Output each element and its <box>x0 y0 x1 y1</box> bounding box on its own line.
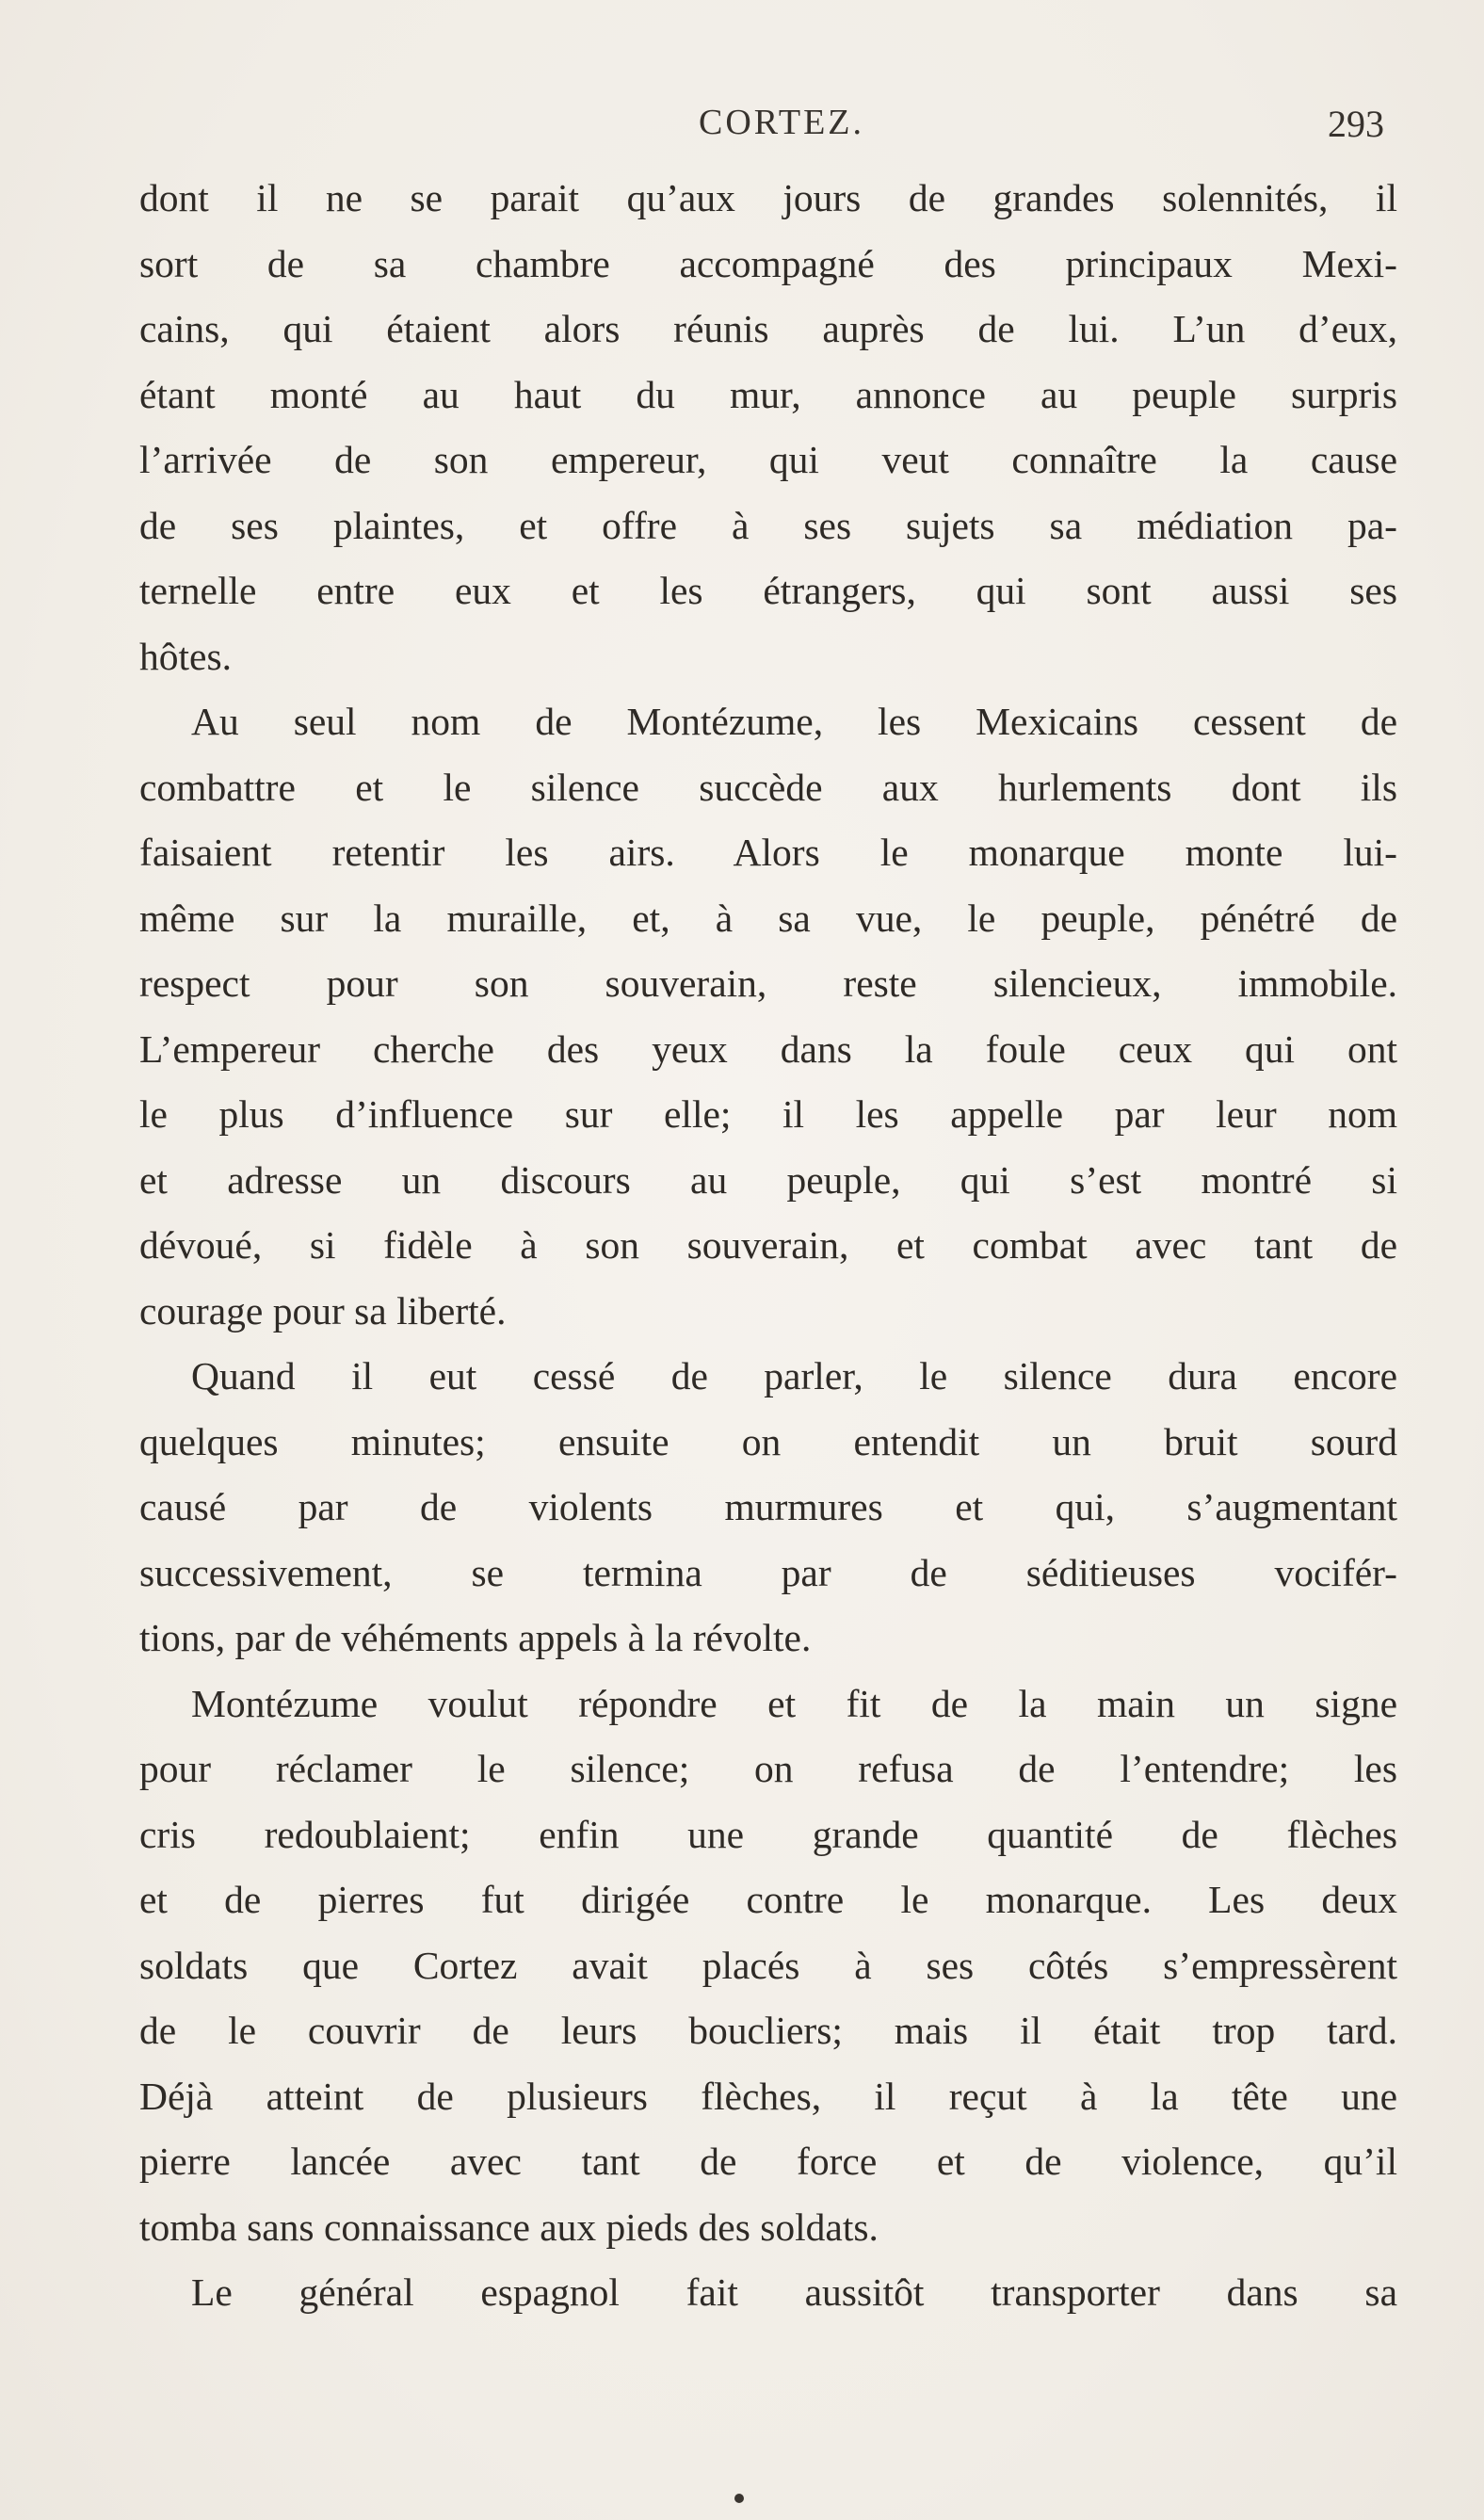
text-line: Quand il eut cessé de parler, le silence dura encore <box>191 1354 1397 1397</box>
text-line: faisaient retentir les airs. Alors le monarque monte lui- <box>139 831 1397 874</box>
text-line: courage pour sa liberté. <box>139 1288 507 1333</box>
text-line: L’empereur cherche des yeux dans la foule ceux qui ont <box>139 1026 1397 1071</box>
text-line: de ses plaintes, et offre à ses sujets sa médiation pa- <box>139 503 1397 547</box>
text-line: pour réclamer le silence; on refusa de l’entendre; les <box>139 1747 1397 1790</box>
text-line: combattre et le silence succède aux hurlements dont ils <box>139 765 1397 809</box>
paragraph <box>139 2260 1397 2326</box>
text-line: Montézume voulut répondre et fit de la main un signe <box>191 1681 1397 1725</box>
printer-mark <box>734 2494 744 2503</box>
text-line: successivement, se termina par de séditieuses vocifér- <box>139 1550 1397 1594</box>
page-header <box>132 102 1394 154</box>
text-line: cris redoublaient; enfin une grande quantité de flèches <box>139 1812 1397 1856</box>
text-line: pierre lancée avec tant de force et de violence, qu’il <box>139 2140 1397 2183</box>
text-line: ternelle entre eux et les étrangers, qui sont aussi ses <box>139 569 1397 612</box>
text-line: cains, qui étaient alors réunis auprès de lui. L’un d’eux, <box>139 307 1397 350</box>
text-line: Déjà atteint de plusieurs flèches, il reçut à la tête une <box>139 2074 1397 2118</box>
text-line: dévoué, si fidèle à son souverain, et combat avec tant de <box>139 1223 1397 1267</box>
text-line: respect pour son souverain, reste silencieux, immobile. <box>139 961 1397 1005</box>
text-line: soldats que Cortez avait placés à ses côtés s’empressèrent <box>139 1943 1397 1987</box>
text-line: Le général espagnol fait aussitôt transporter dans sa <box>191 2270 1397 2314</box>
body-text <box>139 166 1397 2326</box>
page-number: 293 <box>1328 103 1384 145</box>
text-line: et de pierres fut dirigée contre le monarque. Les deux <box>139 1878 1397 1921</box>
text-line: sort de sa chambre accompagné des principaux Mexi- <box>139 241 1397 285</box>
paragraph <box>139 1344 1397 1672</box>
text-line: le plus d’influence sur elle; il les appelle par leur nom <box>139 1092 1397 1136</box>
text-line: même sur la muraille, et, à sa vue, le peuple, pénétré de <box>139 896 1397 940</box>
paragraph <box>139 1672 1397 2261</box>
text-line: et adresse un discours au peuple, qui s’est montré si <box>139 1157 1397 1202</box>
text-line: tomba sans connaissance aux pieds des soldats. <box>139 2205 879 2249</box>
paragraph <box>139 689 1397 1344</box>
text-line: hôtes. <box>139 634 232 678</box>
text-line: l’arrivée de son empereur, qui veut connaître la cause <box>139 438 1397 481</box>
text-line: tions, par de véhéments appels à la révolte. <box>139 1616 812 1659</box>
text-line: causé par de violents murmures et qui, s’augmentant <box>139 1485 1397 1528</box>
text-line: Au seul nom de Montézume, les Mexicains cessent de <box>191 700 1397 743</box>
running-title: CORTEZ. <box>699 103 864 142</box>
text-line: quelques minutes; ensuite on entendit un bruit sourd <box>139 1419 1397 1463</box>
text-line: dont il ne se parait qu’aux jours de grandes solennités, il <box>139 176 1397 219</box>
text-line: de le couvrir de leurs boucliers; mais il était trop tard. <box>139 2009 1397 2052</box>
paragraph <box>139 166 1397 689</box>
text-line: étant monté au haut du mur, annonce au peuple surpris <box>139 372 1397 416</box>
